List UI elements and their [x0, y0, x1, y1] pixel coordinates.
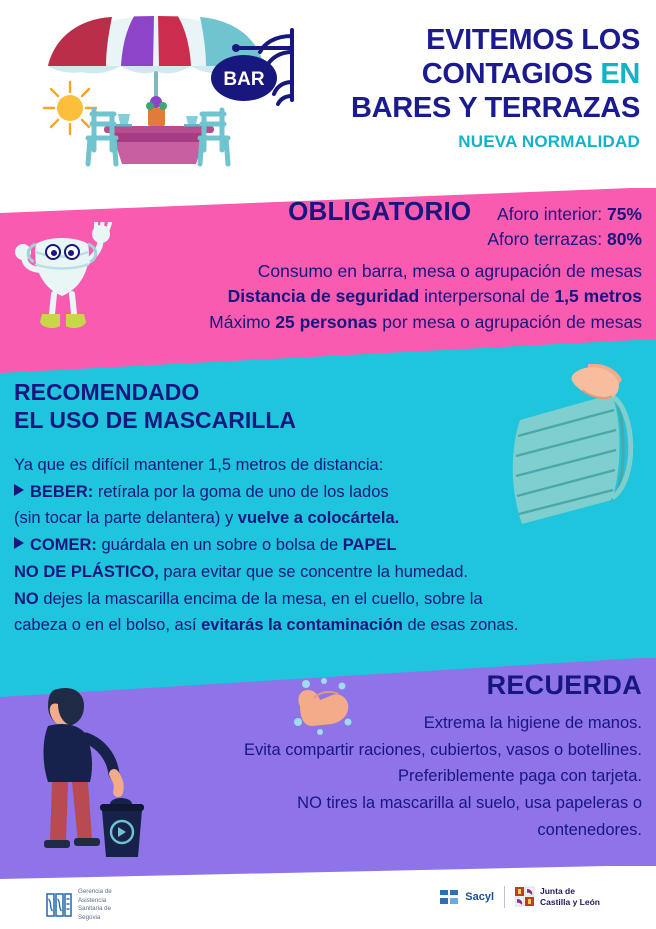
- svg-text:BAR: BAR: [223, 69, 265, 90]
- no-line-2: cabeza o en el bolso, así evitarás la contaminación de esas zonas.: [14, 616, 519, 635]
- list-item: NO tires la mascarilla al suelo, usa papeleras o: [297, 794, 642, 813]
- divider-purple: [0, 865, 656, 879]
- recomendado-heading: RECOMENDADO EL USO DE MASCARILLA: [14, 379, 296, 434]
- logo-junta-castilla-leon: [515, 886, 600, 908]
- consumo-line: Consumo en barra, mesa o agrupación de mesas: [257, 260, 642, 281]
- header-section: [0, 0, 656, 188]
- person-throwing-mask-icon: [18, 682, 158, 857]
- logo-gerencia-segovia: [46, 888, 112, 922]
- list-item: Extrema la higiene de manos.: [423, 714, 642, 732]
- recomendado-body: [14, 452, 642, 639]
- recomendado-section: [0, 340, 656, 658]
- junta-label: Junta de Castilla y León: [540, 886, 600, 907]
- beber-line-2: (sin tocar la parte delantera) y vuelve a colocártela.: [14, 509, 400, 528]
- footer-divider: [504, 886, 505, 908]
- recuerda-heading: RECUERDA: [486, 670, 642, 700]
- title-line-1: EVITEMOS LOS: [426, 24, 640, 56]
- footer-section: [0, 866, 656, 929]
- beber-line-1: BEBER: retírala por la goma de uno de los lados: [14, 479, 642, 506]
- comer-line-1: COMER: guárdala en un sobre o bolsa de PAPEL: [14, 532, 642, 559]
- sacyl-sas-logo-icon: [46, 893, 72, 917]
- title-line-3: BARES Y TERRAZAS: [350, 91, 640, 124]
- recuerda-list: [244, 710, 642, 844]
- logo-segovia-text: Gerencia de Asistencia Sanitaria de Segovia: [78, 888, 112, 921]
- junta-shield-icon: [515, 886, 535, 908]
- bullet-triangle-icon: [14, 537, 24, 549]
- list-item: Evita compartir raciones, cubiertos, vasos o botellines.: [243, 740, 642, 759]
- obligatorio-section: [0, 188, 656, 340]
- list-item: Preferiblemente paga con tarjeta.: [398, 767, 642, 786]
- sacyl-mark-icon: [438, 887, 460, 907]
- distancia-line: Distancia de seguridad interpersonal de 1,5 metros: [227, 286, 642, 307]
- bullet-triangle-icon: [14, 484, 24, 496]
- logo-sacyl: [438, 887, 494, 907]
- list-item: contenedores.: [537, 820, 642, 839]
- obligatorio-text-block: [2, 196, 642, 335]
- sacyl-label: Sacyl: [465, 891, 494, 903]
- footer-logos: [438, 886, 600, 908]
- recuerda-section: [0, 658, 656, 866]
- recomendado-intro: Ya que es difícil mantener 1,5 metros de distancia:: [14, 456, 384, 474]
- comer-line-2: NO DE PLÁSTICO, para evitar que se concentre la humedad.: [14, 562, 468, 581]
- page-subtitle: NUEVA NORMALIDAD: [458, 131, 640, 151]
- aforo-interior-line: Aforo interior: 75%: [497, 204, 642, 224]
- obligatorio-heading: OBLIGATORIO: [288, 196, 472, 226]
- aforo-terrazas-line: Aforo terrazas: 80%: [487, 229, 642, 250]
- no-line-1: NO dejes la mascarilla encima de la mesa, en el cuello, sobre la: [14, 589, 483, 608]
- page-title: [280, 24, 640, 152]
- maximo-line: Máximo 25 personas por mesa o agrupación de mesas: [209, 311, 642, 332]
- title-line-2: CONTAGIOS EN: [421, 57, 640, 90]
